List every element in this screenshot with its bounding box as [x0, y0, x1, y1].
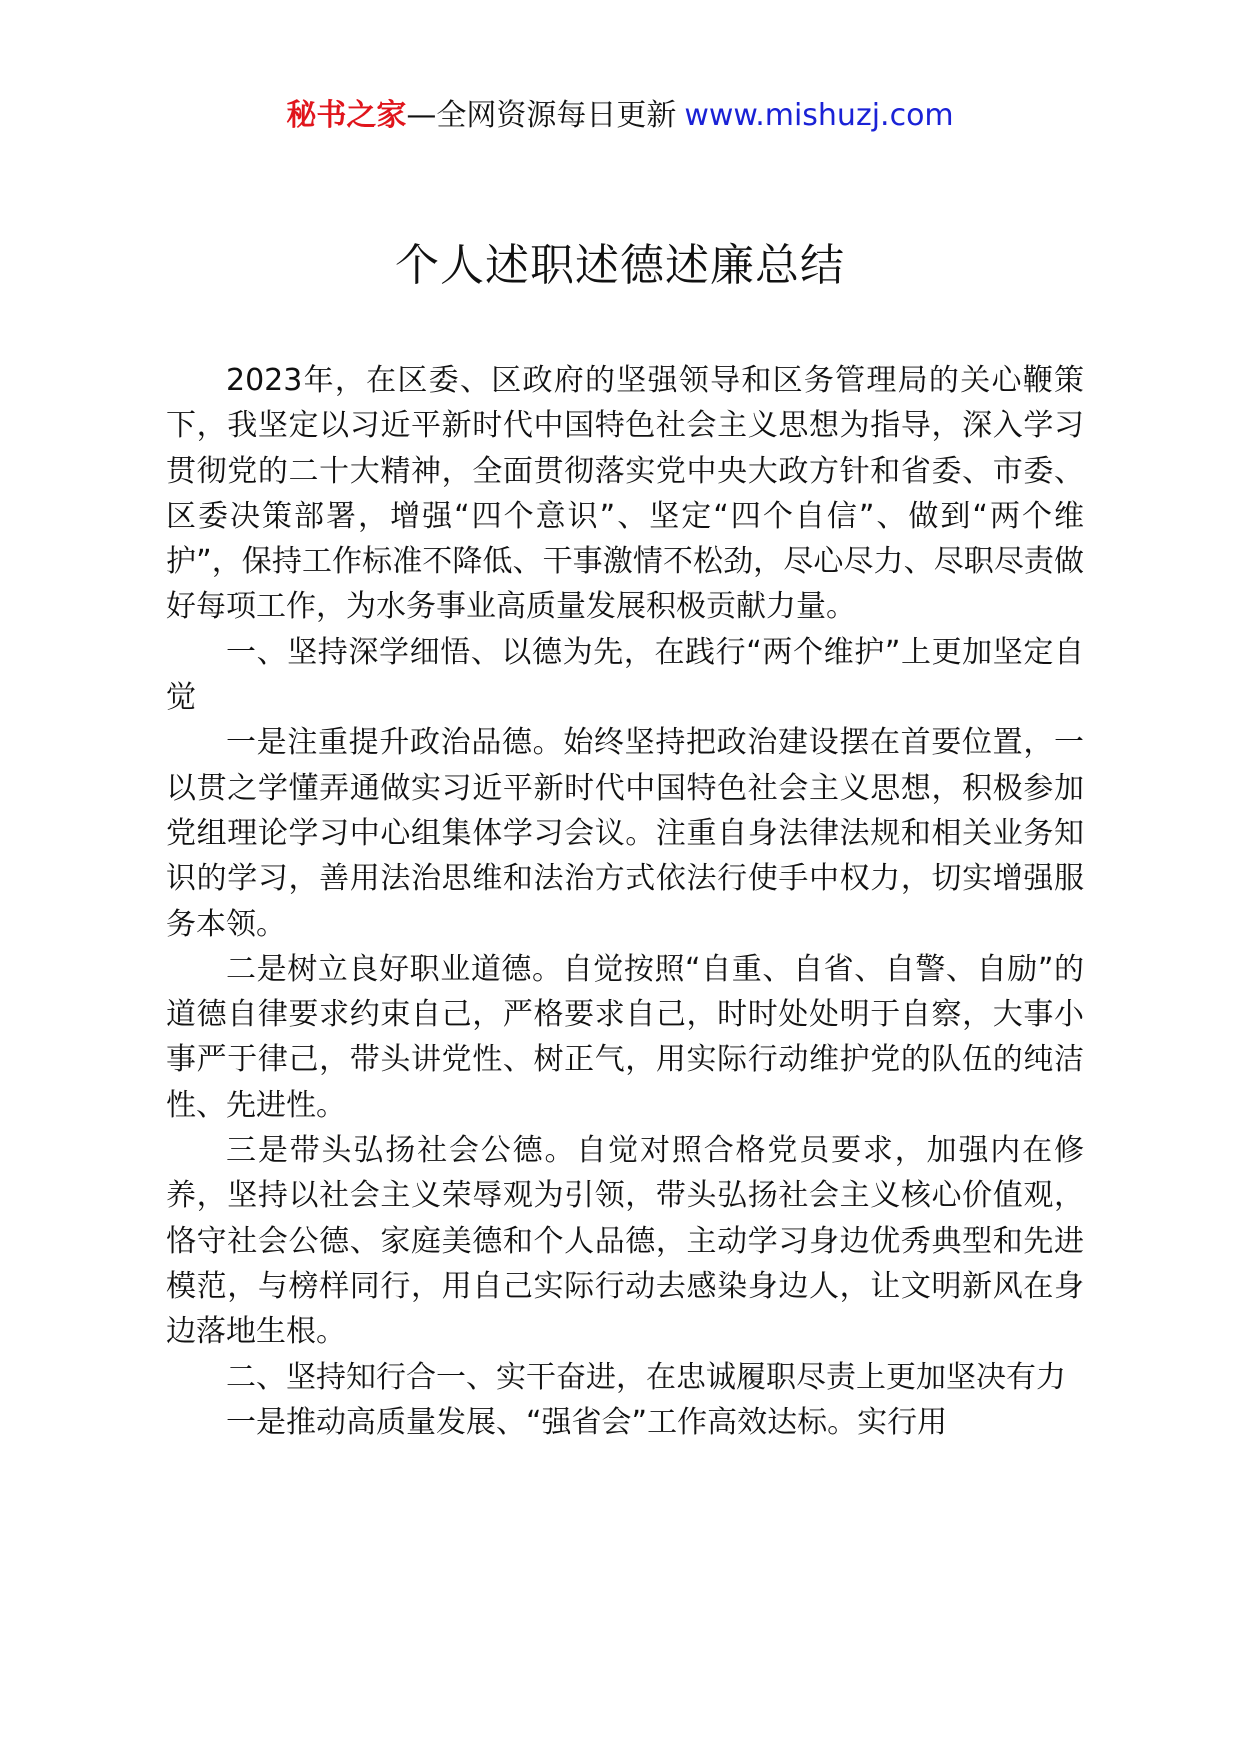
- intro-paragraph: 2023年，在区委、区政府的坚强领导和区务管理局的关心鞭策下，我坚定以习近平新时代中国特色社会主义思想为指导，深入学习贯彻党的二十大精神，全面贯彻落实党中央大政方针和省委、市委、区委决策部署，增强“四个意识”、坚定“四个自信”、做到“两个维护”，保持工作标准不降低、干事激情不松劲，尽心尽力、尽职尽责做好每项工作，为水务事业高质量发展积极贡献力量。: [166, 363, 1084, 625]
- body-paragraph: 一是推动高质量发展、“强省会”工作高效达标。实行用: [226, 1404, 948, 1440]
- site-url-link[interactable]: www.mishuzj.com: [684, 98, 954, 133]
- section-heading-2: 二、坚持知行合一、实干奋进，在忠诚履职尽责上更加坚决有力: [226, 1359, 1066, 1395]
- document-title: 个人述职述德述廉总结: [395, 240, 845, 291]
- header-tagline: —全网资源每日更新: [406, 98, 677, 133]
- document-body: [166, 358, 1084, 1445]
- body-paragraph: 二是树立良好职业道德。自觉按照“自重、自省、自警、自励”的道德自律要求约束自己，严格要求自己，时时处处明于自察，大事小事严于律己，带头讲党性、树正气，用实际行动维护党的队伍的纯洁性、先进性。: [166, 951, 1084, 1123]
- section-heading-1: 一、坚持深学细悟、以德为先，在践行“两个维护”上更加坚定自觉: [166, 634, 1084, 716]
- brand-name: 秘书之家: [286, 98, 407, 133]
- body-paragraph: 一是注重提升政治品德。始终坚持把政治建设摆在首要位置，一以贯之学懂弄通做实习近平新时代中国特色社会主义思想，积极参加党组理论学习中心组集体学习会议。注重自身法律法规和相关业务知识的学习，善用法治思维和法治方式依法行使手中权力，切实增强服务本领。: [166, 725, 1084, 942]
- site-header: [0, 96, 1240, 136]
- body-paragraph: 三是带头弘扬社会公德。自觉对照合格党员要求，加强内在修养，坚持以社会主义荣辱观为引领，带头弘扬社会主义核心价值观，恪守社会公德、家庭美德和个人品德，主动学习身边优秀典型和先进模范，与榜样同行，用自己实际行动去感染身边人，让文明新风在身边落地生根。: [166, 1133, 1084, 1350]
